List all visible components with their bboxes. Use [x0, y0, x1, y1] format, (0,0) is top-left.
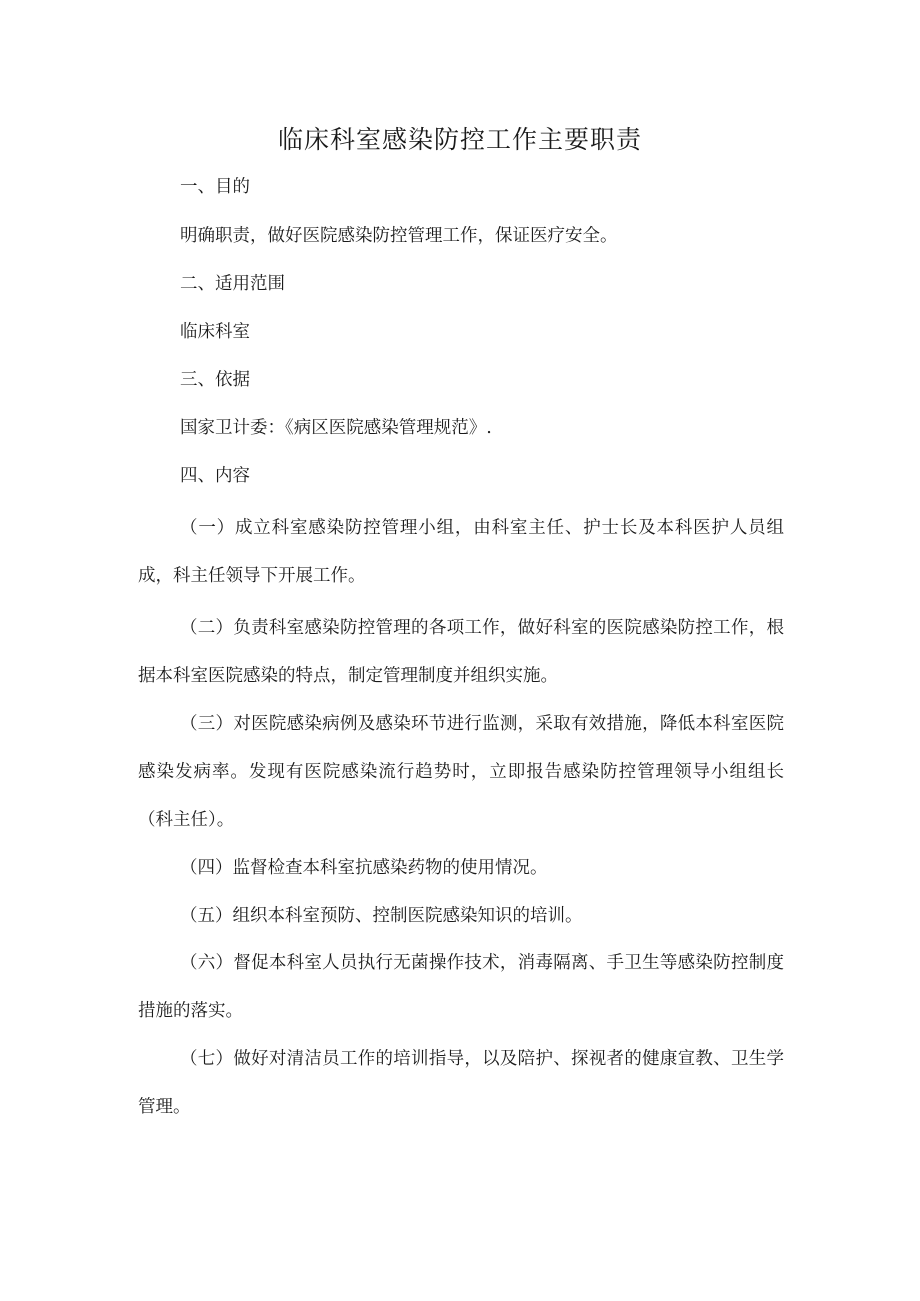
- section-heading-purpose: 一、目的: [180, 177, 250, 197]
- content-item-5: （五）组织本科室预防、控制医院感染知识的培训。: [180, 906, 583, 926]
- section-heading-basis: 三、依据: [180, 370, 250, 390]
- content-item-7: （七）做好对清洁员工作的培训指导，以及陪护、探视者的健康宣教、卫生学管理。: [138, 1049, 784, 1117]
- content-item-3: （三）对医院感染病例及感染环节进行监测，采取有效措施，降低本科室医院感染发病率。发现有医院感染流行趋势时，立即报告感染防控管理领导小组组长（科主任）。: [138, 714, 784, 830]
- section-heading-content: 四、内容: [180, 466, 250, 486]
- content-item-2: （二）负责科室感染防控管理的各项工作，做好科室的医院感染防控工作，根据本科室医院感染的特点，制定管理制度并组织实施。: [138, 618, 784, 686]
- section-body-scope: 临床科室: [180, 322, 250, 342]
- content-item-4: （四）监督检查本科室抗感染药物的使用情况。: [180, 858, 548, 878]
- content-item-1: （一）成立科室感染防控管理小组，由科室主任、护士长及本科医护人员组成，科主任领导下开展工作。: [138, 518, 784, 586]
- section-heading-scope: 二、适用范围: [180, 274, 285, 294]
- section-body-basis: 国家卫计委：《病区医院感染管理规范》.: [180, 418, 492, 438]
- document-title: 临床科室感染防控工作主要职责: [277, 125, 642, 154]
- content-item-6: （六）督促本科室人员执行无菌操作技术，消毒隔离、手卫生等感染防控制度措施的落实。: [138, 953, 784, 1021]
- section-body-purpose: 明确职责，做好医院感染防控管理工作，保证医疗安全。: [180, 226, 618, 246]
